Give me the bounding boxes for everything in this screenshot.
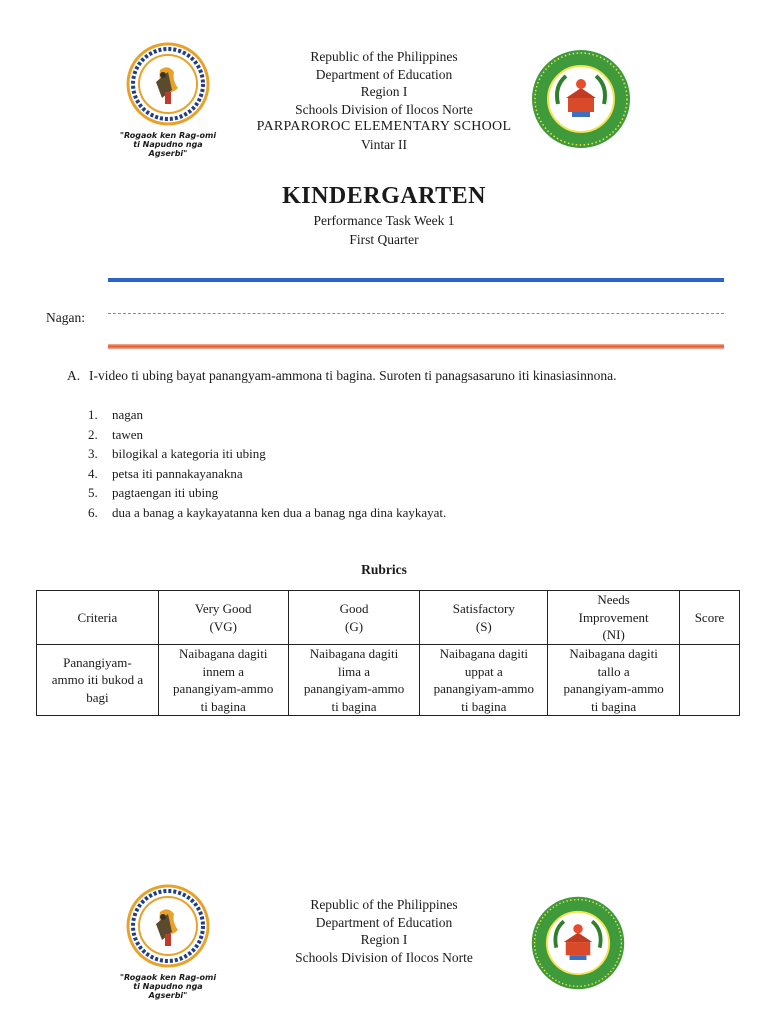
header-good: Good (G) (288, 591, 420, 645)
page-title: KINDERGARTEN (282, 183, 486, 209)
deped-logo (118, 42, 218, 158)
cell-good: Naibagana dagiti lima a panangiyam-ammo ti bagina (288, 645, 420, 716)
school-seal-icon (528, 893, 628, 993)
cell-very-good: Naibagana dagiti innem a panangiyam-ammo ti bagina (158, 645, 288, 716)
instruction-text: I-video ti ubing bayat panangyam-ammona ti bagina. Suroten ti panagsasaruno iti kinasiasinnona. (89, 368, 617, 383)
header-score: Score (680, 591, 740, 645)
red-divider (108, 344, 724, 349)
header-satisfactory: Satisfactory (S) (420, 591, 548, 645)
footer-line-republic: Republic of the Philippines (310, 897, 458, 912)
school-logo-footer (528, 893, 628, 993)
school-logo (528, 46, 634, 152)
name-label: Nagan: (46, 310, 85, 325)
footer-text (234, 896, 534, 966)
cell-criteria: Panangiyam- ammo iti bukod a bagi (37, 645, 159, 716)
list-item: 1. nagan (88, 407, 144, 422)
instruction (67, 368, 617, 384)
list-item: 6. dua a banag a kaykayatanna ken dua a banag nga dina kaykayat. (88, 504, 447, 520)
header-line-division: Schools Division of Ilocos Norte (295, 101, 473, 117)
task-week: Performance Task Week 1 (313, 213, 455, 228)
footer-line-department: Department of Education (315, 914, 453, 930)
list-item: 5. pagtaengan iti ubing (88, 485, 219, 500)
table-header-row (37, 591, 740, 645)
name-field-line[interactable] (108, 313, 724, 314)
list-item: 2. tawen (88, 426, 144, 442)
header-text (234, 48, 534, 153)
list-item: 3. bilogikal a kategoria iti ubing (88, 446, 266, 461)
header-line-department: Department of Education (315, 66, 453, 82)
deped-seal-icon (118, 884, 218, 968)
list-item: 4. petsa iti pannakayanakna (88, 465, 243, 481)
header-needs-improvement: Needs Improvement (NI) (548, 591, 680, 645)
cell-score[interactable] (680, 645, 740, 716)
quarter: First Quarter (349, 232, 419, 247)
rubrics-title: Rubrics (361, 562, 407, 577)
deped-motto-footer: "Rogaok ken Rag-omi ti Napudno nga Agserbi" (119, 973, 217, 1000)
header-criteria: Criteria (37, 591, 159, 645)
deped-logo-footer (118, 884, 218, 1000)
footer-line-region: Region I (360, 932, 408, 947)
table-row (37, 645, 740, 716)
rubric-table (36, 590, 740, 716)
header-school-name: PARPAROROC ELEMENTARY SCHOOL (256, 119, 512, 134)
instruction-letter: A. (67, 368, 81, 383)
school-seal-icon (528, 46, 634, 152)
blue-divider (108, 278, 724, 282)
task-list (88, 405, 446, 522)
deped-seal-icon (118, 42, 218, 126)
header-very-good: Very Good (VG) (158, 591, 288, 645)
deped-motto: "Rogaok ken Rag-omi ti Napudno nga Agserbi" (119, 131, 217, 158)
header-line-region: Region I (360, 84, 408, 99)
header-district: Vintar II (360, 136, 408, 152)
footer-line-division: Schools Division of Ilocos Norte (295, 949, 473, 965)
cell-needs-improvement: Naibagana dagiti tallo a panangiyam-ammo ti bagina (548, 645, 680, 716)
header-line-republic: Republic of the Philippines (310, 49, 458, 64)
cell-satisfactory: Naibagana dagiti uppat a panangiyam-ammo ti bagina (420, 645, 548, 716)
